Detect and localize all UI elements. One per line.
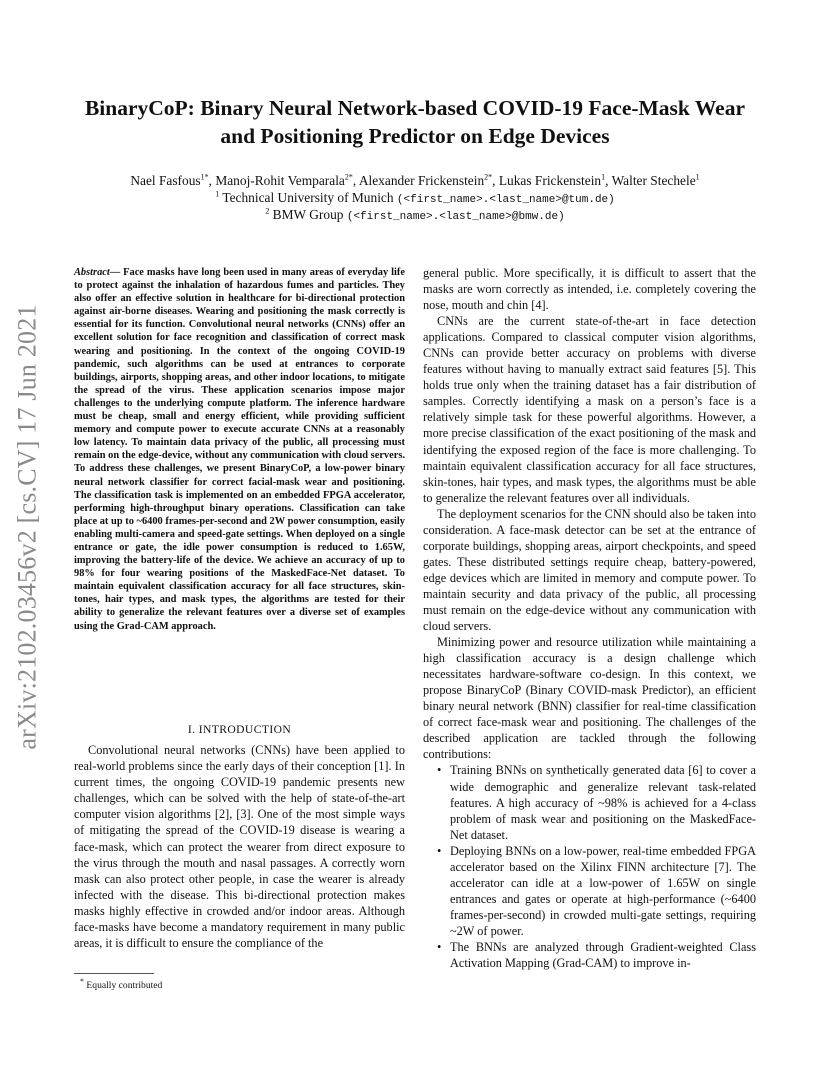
paragraph-cnn-state-of-art: CNNs are the current state-of-the-art in face detection applications. Compared to classical computer vision algorithms, CNNs can provide better accuracy on problems with diverse features without having to manually extract said features [5]. This holds true only when the training dataset has a fair distribution of samples. Correctly identifying a mask on a person’s face is a relatively simple task for these powerful algorithms. However, a more precise classification of the exact positioning of the mask and identifying the exposed region of the face is more challenging. To maintain equivalent classification accuracy for all face structures, skin-tones, hair types, and mask types, the algorithms must be able to generalize the relevant features over all individuals.: [423, 314, 756, 505]
author-affiliation-mark: 1: [601, 172, 606, 182]
affiliation-number: 2: [265, 206, 270, 216]
author-name: Nael Fasfous: [130, 173, 201, 188]
paragraph-continuation: general public. More specifically, it is difficult to assert that the masks are worn correctly as intended, i.e. completely covering the nose, mouth and chin [4].: [423, 266, 756, 313]
arxiv-identifier-text: arXiv:2102.03456v2 [cs.CV] 17 Jun 2021: [13, 304, 43, 750]
paragraph-deployment: The deployment scenarios for the CNN should also be taken into consideration. A face-mask detector can be set at the entrance of corporate buildings, shopping areas, airport checkpoints, and speed gates. These distributed settings require cheap, battery-powered, edge devices which are limited in memory and compute power. To maintain security and data privacy of the public, all processing must remain on the edge-device without any communication with cloud servers.: [423, 506, 756, 634]
contribution-text: Deploying BNNs on a low-power, real-time embedded FPGA accelerator based on the Xilinx FINN architecture [7]. The accelerator can idle at a low-power of 1.65W on single entrances and gates or operate at high-performance (~6400 frames-per-second) in crowded multi-gate settings, requiring ~2W of power.: [450, 843, 756, 938]
abstract-lead: Abstract: [74, 267, 110, 278]
affiliation-1: [70, 190, 760, 206]
author-name: Manoj-Rohit Vemparala: [215, 173, 345, 188]
abstract-dash: —: [109, 267, 121, 278]
author-affiliation-mark: 1: [695, 172, 700, 182]
paper-title: BinaryCoP: Binary Neural Network-based COVID-19 Face-Mask Wear and Positioning Predictor on Edge Devices: [84, 96, 746, 148]
paragraph-proposal: Minimizing power and resource utilization while maintaining a high classification accuracy is a design challenge which necessitates hardware-software co-design. In this context, we propose BinaryCoP (Binary COVID-mask Predictor), an efficient binary neural network (BNN) classifier for real-time classification of correct face-mask wear and positioning. The challenges of the described application are tackled through the following contributions:: [423, 635, 756, 762]
affiliation-name: Technical University of Munich: [222, 190, 394, 205]
abstract: [74, 266, 405, 633]
footnote-rule: [74, 973, 154, 974]
author-affiliation-mark: 2*: [484, 172, 493, 182]
contribution-list: [423, 762, 756, 971]
contribution-text: The BNNs are analyzed through Gradient-weighted Class Activation Mapping (Grad-CAM) to improve in-: [450, 939, 756, 971]
introduction-paragraph: Convolutional neural networks (CNNs) have been applied to real-world problems since the early days of their conception [1]. In current times, the ongoing COVID-19 pandemic presents new challenges, which can be solved with the help of state-of-the-art computer vision algorithms [2], [3]. One of the most simple ways of mitigating the spread of the COVID-19 disease is wearing a face-mask, which can protect the wearer from direct exposure to the virus through the mouth and nasal passages. A correctly worn mask can also protect other people, in case the wearer is already infected with the disease. This bi-directional protection makes masks highly effective in crowded and/or indoor areas. Although face-masks have become a mandatory requirement in many public areas, it is difficult to ensure the compliance of the: [74, 743, 405, 951]
right-column: [423, 265, 756, 971]
contribution-item: [437, 843, 756, 939]
author-affiliation-mark: 2*: [344, 172, 353, 182]
contribution-item: [437, 939, 756, 971]
introduction-left-column: [74, 742, 405, 951]
author-name: Alexander Frickenstein: [358, 173, 485, 188]
bullet-icon: •: [437, 843, 442, 858]
footnote-text: Equally contributed: [86, 980, 163, 991]
arxiv-identifier-stamp: [6, 292, 50, 762]
bullet-icon: •: [437, 939, 442, 954]
contribution-text: Training BNNs on synthetically generated data [6] to cover a wide demographic and generalize relevant task-related features. A high accuracy of ~98% is achieved for a 4-class problem of mask wear and positioning on the MaskedFace-Net dataset.: [450, 763, 756, 842]
section-heading-introduction: I. INTRODUCTION: [187, 723, 292, 736]
affiliation-name: BMW Group: [272, 207, 344, 222]
author-name: Walter Stechele: [611, 173, 696, 188]
footnote: [80, 976, 163, 991]
affiliation-number: 1: [215, 189, 220, 199]
contribution-item: [437, 762, 756, 842]
affiliation-2: [70, 207, 760, 223]
author-list: Nael Fasfous$^{1*}$, Manoj-Rohit Vemparala$^{2*}$, Alexander Frickenstein$^{2*}$, Lukas Frickenstein$^1$, Walter Stechele$^1$: [130, 172, 700, 188]
affiliation-email[interactable]: (<first_name>.<last_name>@bmw.de): [346, 211, 565, 223]
footnote-mark: *: [80, 976, 84, 986]
author-name: Lukas Frickenstein: [498, 173, 602, 188]
abstract-text: Face masks have long been used in many areas of everyday life to protect against the inhalation of hazardous fumes and particles. They also offer an effective solution in healthcare for bi-directional protection against air-borne diseases. Wearing and positioning the mask correctly is essential for its function. Convolutional neural networks (CNNs) offer an excellent solution for face recognition and classification of correct mask wearing and positioning. In the context of the ongoing COVID-19 pandemic, such algorithms can be used at entrances to corporate buildings, airports, shopping areas, and other indoor locations, to mitigate the spread of the virus. These application scenarios impose major challenges to the underlying compute platform. The inference hardware must be cheap, small and energy efficient, while providing sufficient memory and compute power to execute accurate CNNs at a reasonably low latency. To maintain data privacy of the public, all processing must remain on the edge-device, without any communication with cloud servers. To address these challenges, we present BinaryCoP, a low-power binary neural network classifier for correct facial-mask wear and positioning. The classification task is implemented on an embedded FPGA accelerator, performing high-throughput binary operations. Classification can take place at up to ~6400 frames-per-second and 2W power consumption, easily enabling multi-camera and speed-gate settings. When deployed on a single entrance or gate, the idle power consumption is reduced to 1.65W, improving the battery-life of the device. We achieve an accuracy of up to 98% for four wearing positions of the MaskedFace-Net dataset. To maintain equivalent classification accuracy for all face structures, skin-tones, hair types, and mask types, the algorithms are tested for their ability to generalize the relevant features over a diverse set of examples using the Grad-CAM approach.: [74, 267, 405, 632]
bullet-icon: •: [437, 763, 442, 778]
affiliation-email[interactable]: (<first_name>.<last_name>@tum.de): [396, 194, 615, 206]
author-affiliation-mark: 1*: [200, 172, 209, 182]
